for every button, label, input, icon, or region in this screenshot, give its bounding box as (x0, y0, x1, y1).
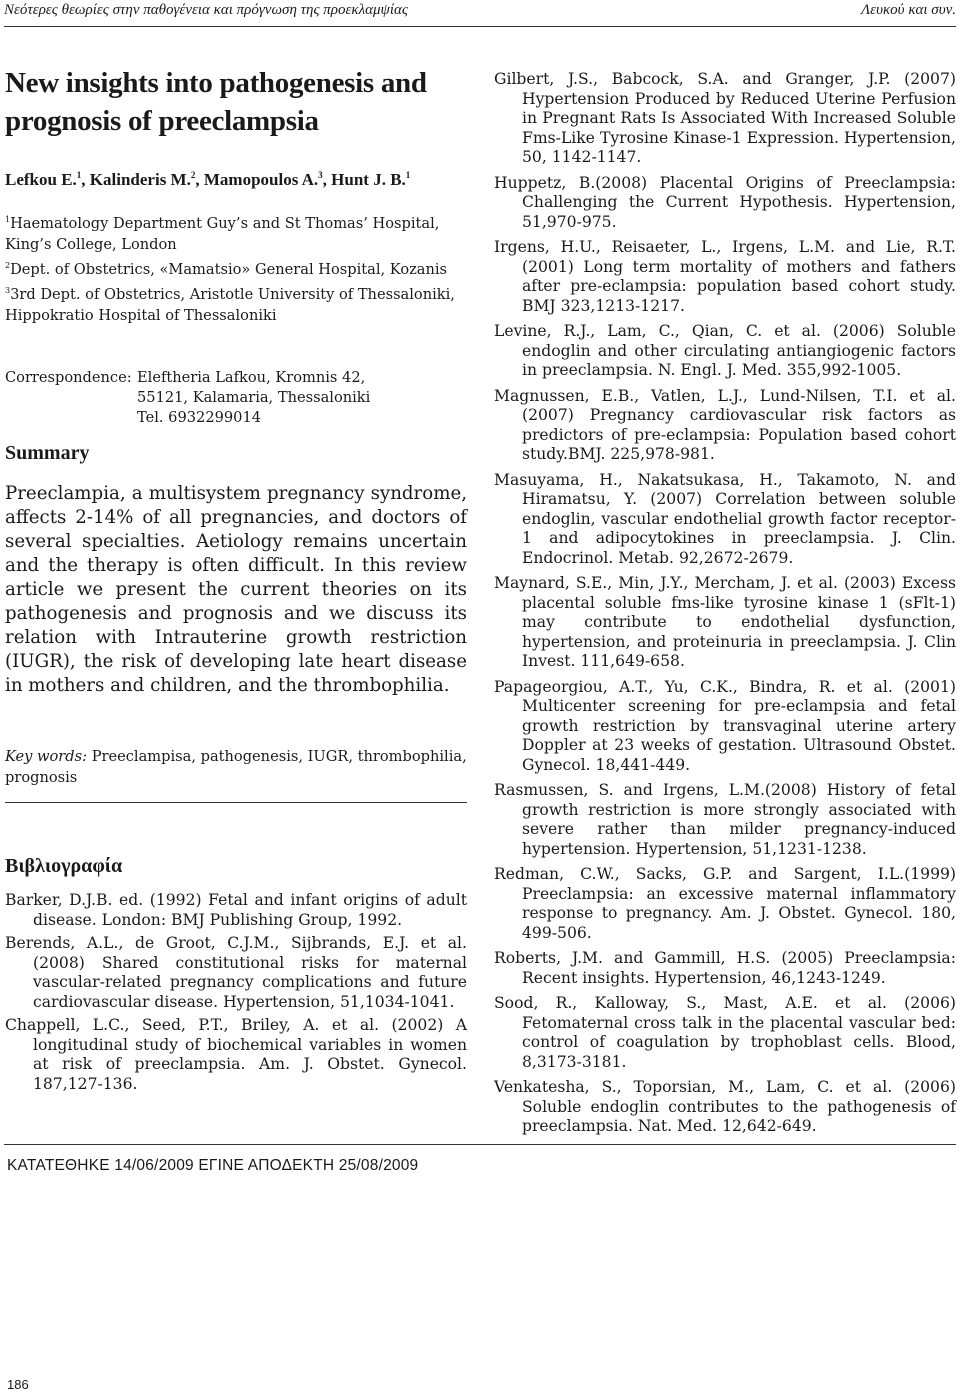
reference-item: Huppetz, B.(2008) Placental Origins of Preeclampsia: Challenging the Current Hypothesis. Hypertension, 51,970-975. (494, 173, 956, 231)
reference-item: Levine, R.J., Lam, C., Qian, C. et al. (2006) Soluble endoglin and other circulating antiangiogenic factors in preeclampsia. N. Engl. J. Med. 355,992-1005. (494, 322, 956, 379)
reference-item: Barker, D.J.B. ed. (1992) Fetal and infant origins of adult disease. London: BMJ Publishing Group, 1992. (5, 891, 467, 929)
references-list-left (5, 891, 467, 1094)
affiliation-text: 3rd Dept. of Obstetrics, Aristotle University of Thessaloniki, Hippokratio Hospital of Thessaloniki (5, 286, 455, 324)
author-affil-marker: 1 (76, 170, 82, 180)
correspondence (5, 368, 467, 428)
summary-heading: Summary (5, 442, 90, 464)
affiliation (5, 255, 467, 280)
keywords-rule (5, 802, 467, 803)
running-header-authors: Λευκού και συν. (861, 2, 956, 18)
reference-item: Venkatesha, S., Toporsian, M., Lam, C. et al. (2006) Soluble endoglin contributes to the pathogenesis of preeclampsia. Nat. Med. 12,642-649. (494, 1078, 956, 1135)
author-name: Hunt J. B. (331, 170, 406, 189)
reference-item: Maynard, S.E., Min, J.Y., Mercham, J. et al. (2003) Excess placental soluble fms-like tyrosine kinase 1 (sFlt-1) may contribute to endothelial dysfunction, hypertension, and proteinuria in preeclampsia. J. Clin Invest. 111,649-658. (494, 574, 956, 670)
affiliation (5, 280, 467, 326)
reference-item: Chappell, L.C., Seed, P.T., Briley, A. et al. (2002) A longitudinal study of biochemical variables in women at risk of preeclampsia. Am. J. Obstet. Gynecol. 187,127-136. (5, 1016, 467, 1093)
keywords-label: Key words: (5, 748, 88, 765)
keywords-text: Preeclampisa, pathogenesis, IUGR, thrombophilia, prognosis (5, 748, 467, 786)
author-affil-marker: 2 (190, 170, 196, 180)
submission-dates: ΚΑΤΑΤΕΘΗΚΕ 14/06/2009 ΕΓΙΝΕ ΑΠΟΔΕΚΤΗ 25/08/2009 (7, 1157, 419, 1174)
affiliation-marker: 1 (5, 215, 11, 224)
keywords (5, 746, 467, 788)
affiliation-text: Haematology Department Guy’s and St Thomas’ Hospital, King’s College, London (5, 215, 440, 253)
footer-rule (4, 1144, 956, 1145)
reference-item: Papageorgiou, A.T., Yu, C.K., Bindra, R. et al. (2001) Multicenter screening for pre-eclampsia and fetal growth restriction by transvaginal uterine artery Doppler at 23 weeks of gestation. Ultrasound Obstet. Gynecol. 18,441-449. (494, 677, 956, 774)
affiliation-marker: 2 (5, 261, 11, 270)
author-list: Lefkou E.$^1$, Kalinderis M.$^2$, Mamopoulos A.$^3$, Hunt J. B.$^1$ (5, 170, 411, 189)
reference-item: Sood, R., Kalloway, S., Mast, A.E. et al. (2006) Fetomaternal cross talk in the placental vascular bed: control of coagulation by trophoblast cells. Blood, 8,3173-3181. (494, 994, 956, 1071)
author-affil-marker: 3 (318, 170, 323, 180)
reference-item: Gilbert, J.S., Babcock, S.A. and Granger, J.P. (2007) Hypertension Produced by Reduced Uterine Perfusion in Pregnant Rats Is Associated With Increased Soluble Fms-Like Tyrosine Kinase-1 Expression. Hypertension, 50, 1142-1147. (494, 70, 956, 166)
reference-item: Magnussen, E.B., Vatlen, L.J., Lund-Nilsen, T.I. et al. (2007) Pregnancy cardiovascular risk factors as predictors of pre-eclampsia: Population based cohort study.BMJ. 225,978-981. (494, 386, 956, 463)
article-title: New insights into pathogenesis and prognosis of preeclampsia (5, 67, 427, 137)
summary-text: Preeclampia, a multisystem pregnancy syndrome, affects 2-14% of all pregnancies, and doctors of several specialties. Aetiology remains uncertain and the therapy is often difficult. In this review article we present the current theories on its pathogenesis and prognosis and we discuss its relation with Intrauterine growth restriction (IUGR), the risk of developing late heart disease in mothers and children, and the thrombophilia. (5, 483, 467, 696)
reference-item: Masuyama, H., Nakatsukasa, H., Takamoto, N. and Hiramatsu, Y. (2007) Correlation between soluble endoglin, vascular endothelial growth factor receptor-1 and adipocytokines in preeclampsia. J. Clin. Endocrinol. Metab. 92,2672-2679. (494, 470, 956, 567)
running-header (4, 2, 956, 24)
references-heading: Βιβλιογραφία (5, 855, 123, 877)
reference-item: Irgens, H.U., Reisaeter, L., Irgens, L.M. and Lie, R.T.(2001) Long term mortality of mothers and fathers after pre-eclampsia: population based cohort study. BMJ 323,1213-1217. (494, 238, 956, 315)
running-header-title: Νεότερες θεωρίες στην παθογένεια και πρόγνωση της προεκλαμψίας (4, 2, 408, 18)
author-name: Lefkou E. (5, 170, 77, 189)
reference-item: Roberts, J.M. and Gammill, H.S. (2005) Preeclampsia: Recent insights. Hypertension, 46,1243-1249. (494, 949, 956, 987)
reference-item: Rasmussen, S. and Irgens, L.M.(2008) History of fetal growth restriction is more strongly associated with severe rather than milder pregnancy-induced hypertension. Hypertension, 51,1231-1238. (494, 781, 956, 858)
author-name: Kalinderis M. (89, 170, 191, 189)
page-number: 186 (7, 1377, 29, 1392)
reference-item: Berends, A.L., de Groot, C.J.M., Sijbrands, E.J. et al. (2008) Shared constitutional risks for maternal vascular-related pregnancy complications and future cardiovascular disease. Hypertension, 51,1034-1041. (5, 934, 467, 1011)
author-affil-marker: 1 (405, 170, 411, 180)
correspondence-line: 55121, Kalamaria, Thessaloniki (137, 389, 371, 406)
references-list-right (494, 70, 956, 1143)
correspondence-line: Tel. 6932299014 (137, 409, 262, 426)
affiliation-marker: 3 (5, 286, 11, 295)
reference-item: Redman, C.W., Sacks, G.P. and Sargent, I.L.(1999) Preeclampsia: an excessive maternal inflammatory response to pregnancy. Am. J. Obstet. Gynecol. 180, 499-506. (494, 865, 956, 942)
affiliation-text: Dept. of Obstetrics, «Mamatsio» General Hospital, Kozanis (10, 261, 448, 278)
header-rule (4, 26, 956, 27)
affiliations (5, 209, 467, 326)
correspondence-line: Eleftheria Lafkou, Kromnis 42, (137, 369, 366, 386)
affiliation (5, 209, 467, 255)
correspondence-label: Correspondence: (5, 369, 132, 386)
author-name: Mamopoulos A. (203, 170, 319, 189)
correspondence-address (137, 368, 467, 428)
left-column (5, 64, 467, 1098)
